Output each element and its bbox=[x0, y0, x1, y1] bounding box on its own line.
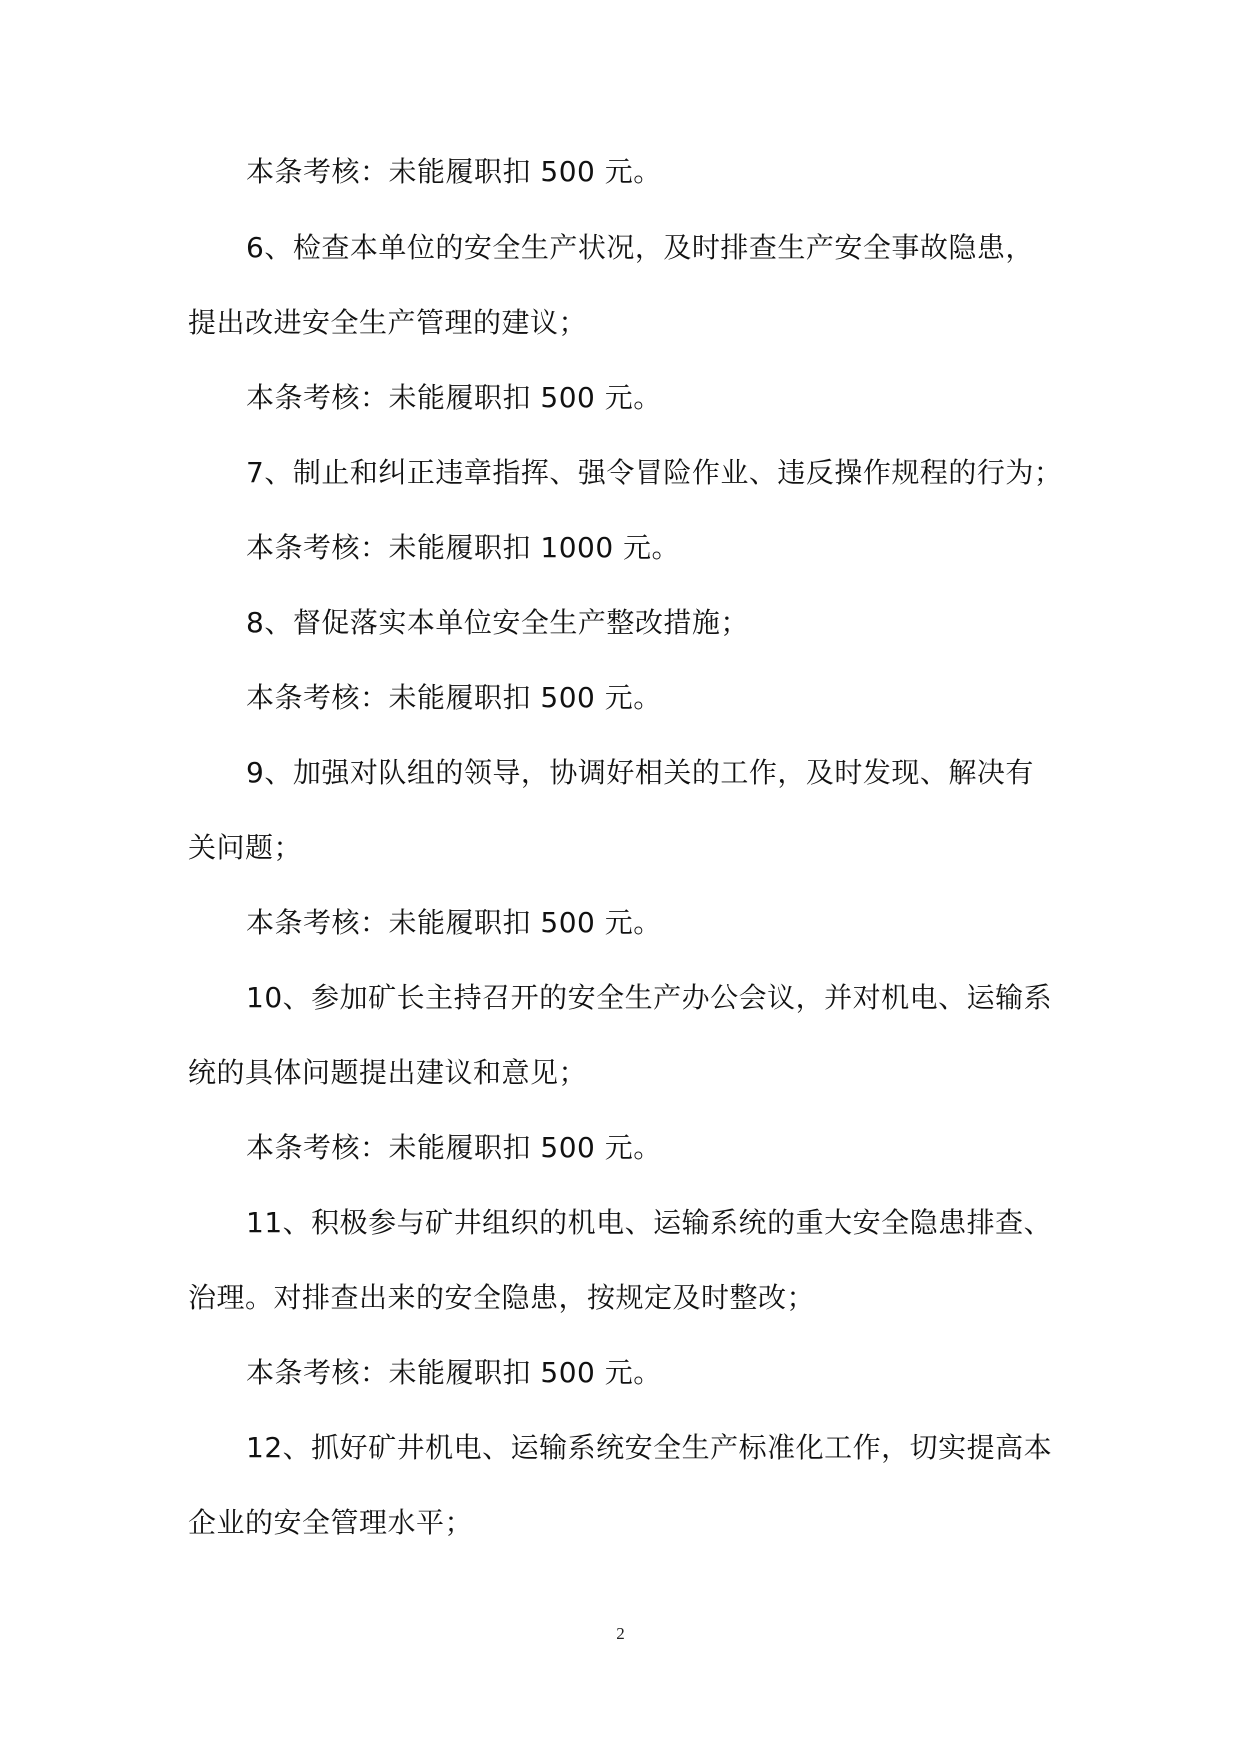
text-line-assessment: 本条考核：未能履职扣 1000 元。 bbox=[246, 531, 681, 564]
text-line-assessment: 本条考核：未能履职扣 500 元。 bbox=[246, 155, 662, 188]
text-line-item-6-cont: 提出改进安全生产管理的建议； bbox=[188, 306, 588, 339]
text-line-item-10-cont: 统的具体问题提出建议和意见； bbox=[188, 1056, 588, 1089]
text-line-item-11-cont: 治理。对排查出来的安全隐患，按规定及时整改； bbox=[188, 1281, 816, 1314]
text-line-item-12: 12、抓好矿井机电、运输系统安全生产标准化工作，切实提高本 bbox=[246, 1431, 1053, 1464]
text-line-assessment: 本条考核：未能履职扣 500 元。 bbox=[246, 1356, 662, 1389]
text-line-assessment: 本条考核：未能履职扣 500 元。 bbox=[246, 906, 662, 939]
text-line-item-9-cont: 关问题； bbox=[188, 831, 303, 864]
text-line-assessment: 本条考核：未能履职扣 500 元。 bbox=[246, 381, 662, 414]
text-line-item-9: 9、加强对队组的领导，协调好相关的工作，及时发现、解决有 bbox=[246, 756, 1034, 789]
text-line-item-8: 8、督促落实本单位安全生产整改措施； bbox=[246, 606, 749, 639]
text-line-assessment: 本条考核：未能履职扣 500 元。 bbox=[246, 1131, 662, 1164]
text-line-item-7: 7、制止和纠正违章指挥、强令冒险作业、违反操作规程的行为； bbox=[246, 456, 1063, 489]
text-line-item-12-cont: 企业的安全管理水平； bbox=[188, 1506, 474, 1539]
text-line-item-11: 11、积极参与矿井组织的机电、运输系统的重大安全隐患排查、 bbox=[246, 1206, 1053, 1239]
text-line-item-6: 6、检查本单位的安全生产状况，及时排查生产安全事故隐患， bbox=[246, 231, 1034, 264]
text-line-assessment: 本条考核：未能履职扣 500 元。 bbox=[246, 681, 662, 714]
page-number: 2 bbox=[616, 1624, 625, 1643]
text-line-item-10: 10、参加矿长主持召开的安全生产办公会议，并对机电、运输系 bbox=[246, 981, 1053, 1014]
